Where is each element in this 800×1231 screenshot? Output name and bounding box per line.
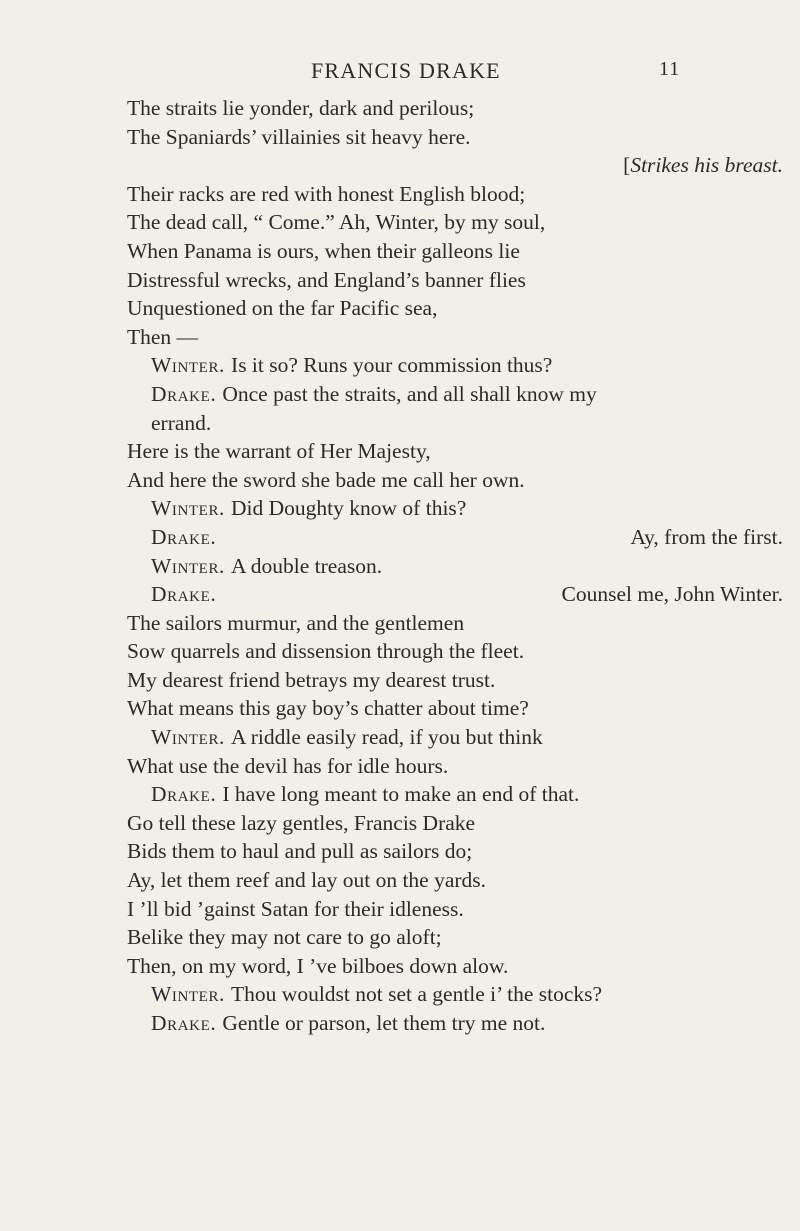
speech-text: Ay, from the first. [630, 524, 783, 549]
speaker-name: Drake. [151, 1011, 217, 1035]
verse-line: Unquestioned on the far Pacific sea, [127, 296, 438, 321]
speaker-name: Drake. [151, 381, 217, 406]
speech-line [127, 723, 787, 752]
speaker-name: Winter. [151, 496, 226, 521]
speaker-name: Winter. [151, 982, 226, 1007]
page-number: 11 [659, 58, 681, 80]
speech-line [127, 552, 787, 581]
verse-line: Bids them to haul and pull as sailors do; [127, 839, 473, 864]
speech-line [127, 780, 787, 809]
verse-line: Sow quarrels and dissension through the fleet. [127, 639, 525, 664]
verse-line: Their racks are red with honest English blood; [127, 181, 526, 206]
verse-line: Here is the warrant of Her Majesty, [127, 439, 431, 464]
verse-line: What use the devil has for idle hours. [127, 753, 449, 778]
speech-line [127, 380, 787, 409]
speech-line [127, 980, 787, 1009]
speech-text: Did Doughty know of this? [231, 496, 467, 521]
stage-direction [127, 151, 787, 180]
speech-text: I have long meant to make an end of that. [222, 782, 580, 807]
running-head [0, 58, 800, 88]
running-title: FRANCIS DRAKE [311, 58, 501, 83]
verse-line: Belike they may not care to go aloft; [127, 925, 442, 950]
speech-line [127, 523, 787, 552]
speech-line [127, 494, 787, 523]
verse-line: Then — [127, 324, 199, 349]
stage-direction-text: Strikes his breast. [630, 153, 783, 178]
speech-line [127, 580, 787, 609]
verse-line: And here the sword she bade me call her own. [127, 467, 525, 492]
speech-line [127, 1009, 787, 1038]
verse-line: Distressful wrecks, and England’s banner flies [127, 267, 526, 292]
speech-text: Is it so? Runs your commission thus? [231, 353, 553, 378]
verse-line: When Panama is ours, when their galleons lie [127, 238, 520, 263]
speaker-name: Drake. [151, 582, 217, 607]
verse-line: Ay, let them reef and lay out on the yards. [127, 868, 487, 893]
verse-line: The Spaniards’ villainies sit heavy here. [127, 124, 471, 149]
speech-text: A double treason. [231, 553, 383, 578]
speaker-name: Winter. [151, 725, 226, 750]
speaker-name: Drake. [151, 782, 217, 807]
verse-line: The straits lie yonder, dark and perilous; [127, 96, 475, 120]
verse-line: Then, on my word, I ’ve bilboes down alow. [127, 953, 509, 978]
speech-line [127, 351, 787, 380]
verse-line: I ’ll bid ’gainst Satan for their idleness. [127, 896, 464, 921]
speaker-name: Winter. [151, 553, 226, 578]
verse-line: Go tell these lazy gentles, Francis Drake [127, 810, 476, 835]
verse-line: My dearest friend betrays my dearest trust. [127, 667, 496, 692]
speech-text: A riddle easily read, if you but think [231, 725, 543, 750]
speech-text: Once past the straits, and all shall know my [222, 381, 597, 406]
speech-text: Thou wouldst not set a gentle i’ the stocks? [231, 982, 603, 1007]
speech-text: Gentle or parson, let them try me not. [222, 1011, 546, 1035]
speech-text: Counsel me, John Winter. [561, 582, 783, 607]
verse-line: The sailors murmur, and the gentlemen [127, 610, 465, 635]
play-text [127, 94, 787, 1038]
verse-continuation-line: errand. [151, 410, 212, 435]
verse-line: What means this gay boy’s chatter about time? [127, 696, 529, 721]
speaker-name: Winter. [151, 353, 226, 378]
verse-line: The dead call, “ Come.” Ah, Winter, by my soul, [127, 210, 546, 235]
speaker-name: Drake. [151, 524, 217, 549]
stage-direction-bracket: [ [623, 153, 631, 178]
